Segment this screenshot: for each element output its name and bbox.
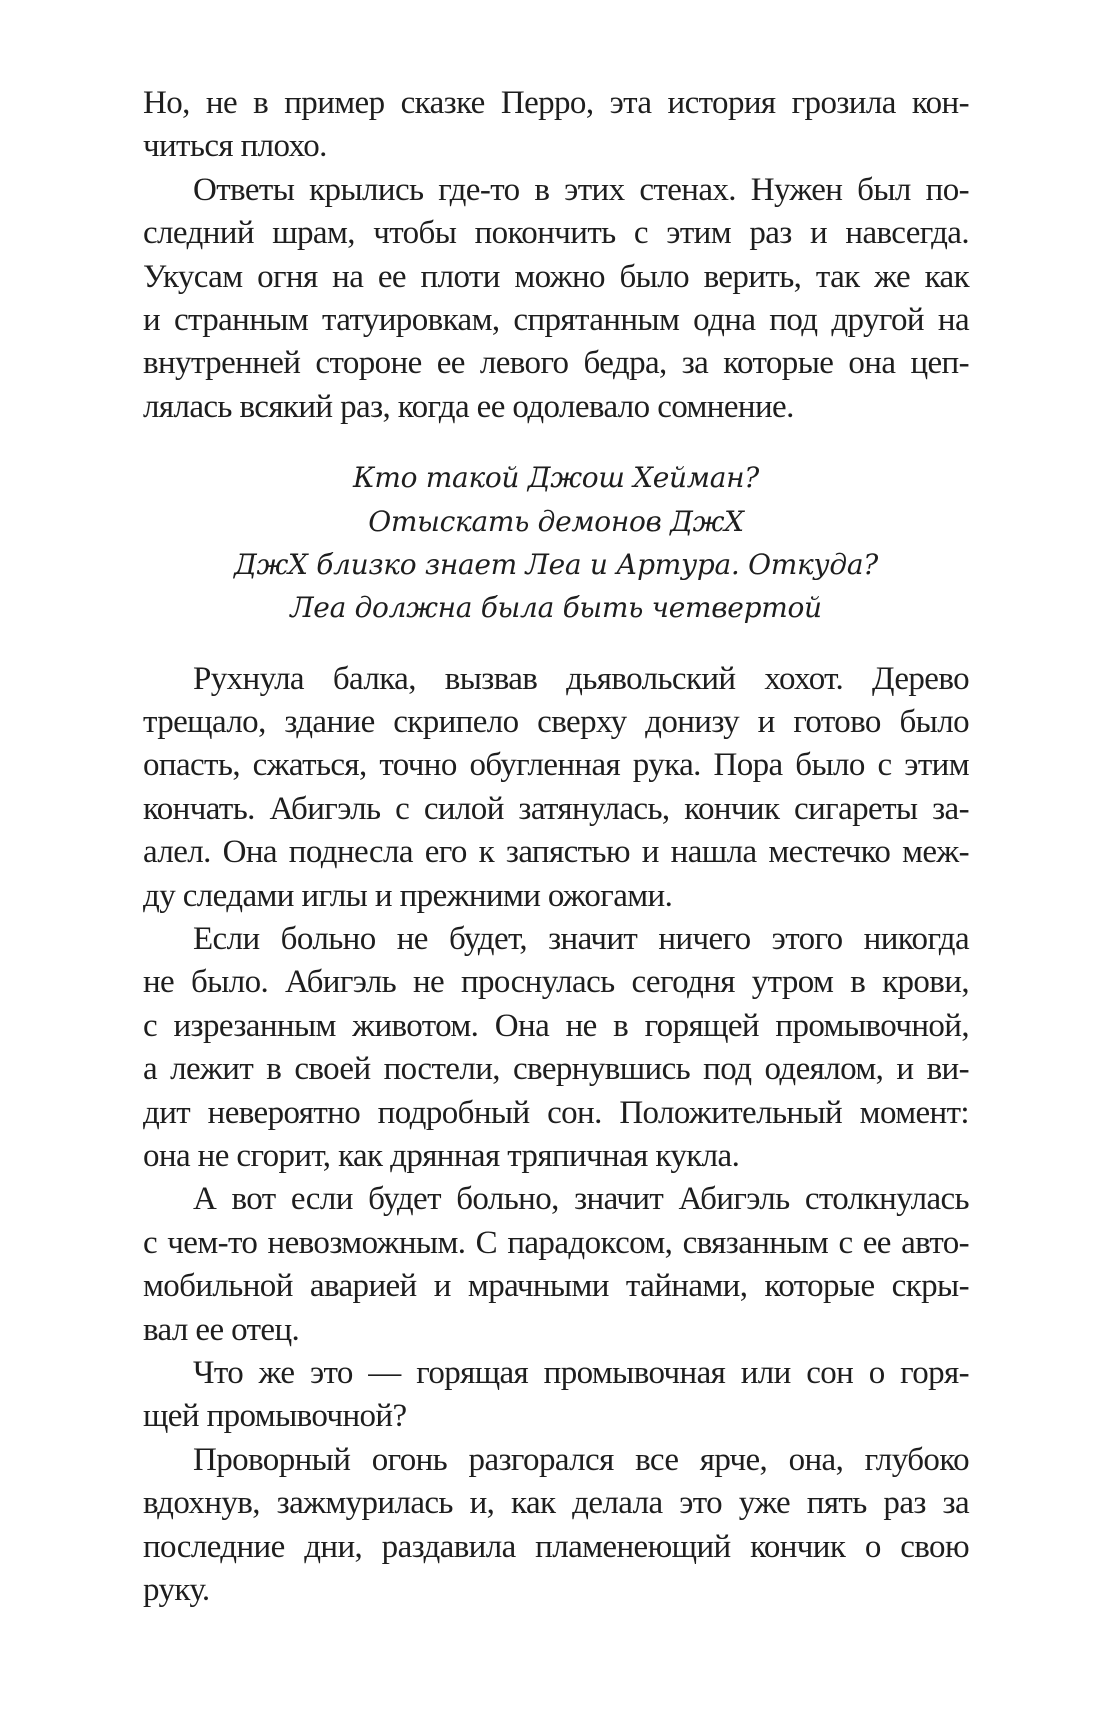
paragraph bbox=[143, 658, 969, 918]
text-before-verse bbox=[143, 82, 969, 429]
text-line: читься плохо. bbox=[143, 128, 327, 165]
text-line: и странным татуировкам, спрятанным одна под другой на bbox=[143, 301, 969, 338]
paragraph bbox=[143, 169, 969, 429]
text-line: алел. Она поднесла его к запястью и нашла местечко меж- bbox=[143, 834, 969, 871]
text-line: Рухнула балка, вызвав дьявольский хохот. Дерево bbox=[193, 660, 969, 697]
paragraph bbox=[143, 1439, 969, 1613]
verse-line: ДжХ близко знает Леа и Артура. Откуда? bbox=[234, 547, 878, 581]
text-line: с изрезанным животом. Она не в горящей промывочной, bbox=[143, 1007, 969, 1044]
text-line: Что же это — горящая промывочная или сон о горя- bbox=[193, 1354, 969, 1391]
text-line: не было. Абигэль не проснулась сегодня утром в крови, bbox=[143, 964, 969, 1001]
paragraph bbox=[143, 1178, 969, 1352]
text-line: Если больно не будет, значит ничего этого никогда bbox=[193, 921, 969, 958]
text-line: Укусам огня на ее плоти можно было верить, так же как bbox=[143, 258, 969, 295]
italic-notes-verse bbox=[143, 456, 969, 630]
text-line: следний шрам, чтобы покончить с этим раз и навсегда. bbox=[143, 215, 969, 252]
text-line: трещало, здание скрипело сверху донизу и готово было bbox=[143, 704, 969, 741]
text-line: опасть, сжаться, точно обугленная рука. Пора было с этим bbox=[143, 747, 969, 784]
paragraph bbox=[143, 918, 969, 1178]
text-line: а лежит в своей постели, свернувшись под одеялом, и ви- bbox=[143, 1051, 969, 1088]
text-line: дит невероятно подробный сон. Положительный момент: bbox=[143, 1094, 969, 1131]
text-line: Ответы крылись где-то в этих стенах. Нужен был по- bbox=[193, 171, 969, 208]
text-line: внутренней стороне ее левого бедра, за которые она цеп- bbox=[143, 345, 969, 382]
text-line: щей промывочной? bbox=[143, 1398, 407, 1435]
text-line: с чем-то невозможным. С парадоксом, связанным с ее авто- bbox=[143, 1224, 969, 1261]
paragraph bbox=[143, 1352, 969, 1439]
text-line: мобильной аварией и мрачными тайнами, которые скры- bbox=[143, 1268, 969, 1305]
text-after-verse bbox=[143, 658, 969, 1613]
book-page bbox=[143, 82, 969, 1612]
text-line: Но, не в пример сказке Перро, эта история грозила кон- bbox=[143, 85, 969, 121]
verse-line: Леа должна была быть четвертой bbox=[290, 591, 822, 625]
verse-line: Кто такой Джош Хейман? bbox=[353, 461, 759, 495]
text-line: А вот если будет больно, значит Абигэль столкнулась bbox=[193, 1181, 969, 1218]
verse-line: Отыскать демонов ДжХ bbox=[368, 504, 744, 538]
text-line: вал ее отец. bbox=[143, 1311, 300, 1348]
text-line: ду следами иглы и прежними ожогами. bbox=[143, 877, 673, 914]
text-line: руку. bbox=[143, 1571, 210, 1608]
text-line: Проворный огонь разгорался все ярче, она, глубоко bbox=[193, 1441, 969, 1478]
text-line: она не сгорит, как дрянная тряпичная кукла. bbox=[143, 1137, 740, 1174]
text-line: кончать. Абигэль с силой затянулась, кончик сигареты за- bbox=[143, 790, 969, 827]
paragraph bbox=[143, 82, 969, 169]
text-line: последние дни, раздавила пламенеющий кончик о свою bbox=[143, 1528, 969, 1565]
text-line: лялась всякий раз, когда ее одолевало сомнение. bbox=[143, 388, 794, 425]
text-line: вдохнув, зажмурилась и, как делала это уже пять раз за bbox=[143, 1485, 969, 1522]
